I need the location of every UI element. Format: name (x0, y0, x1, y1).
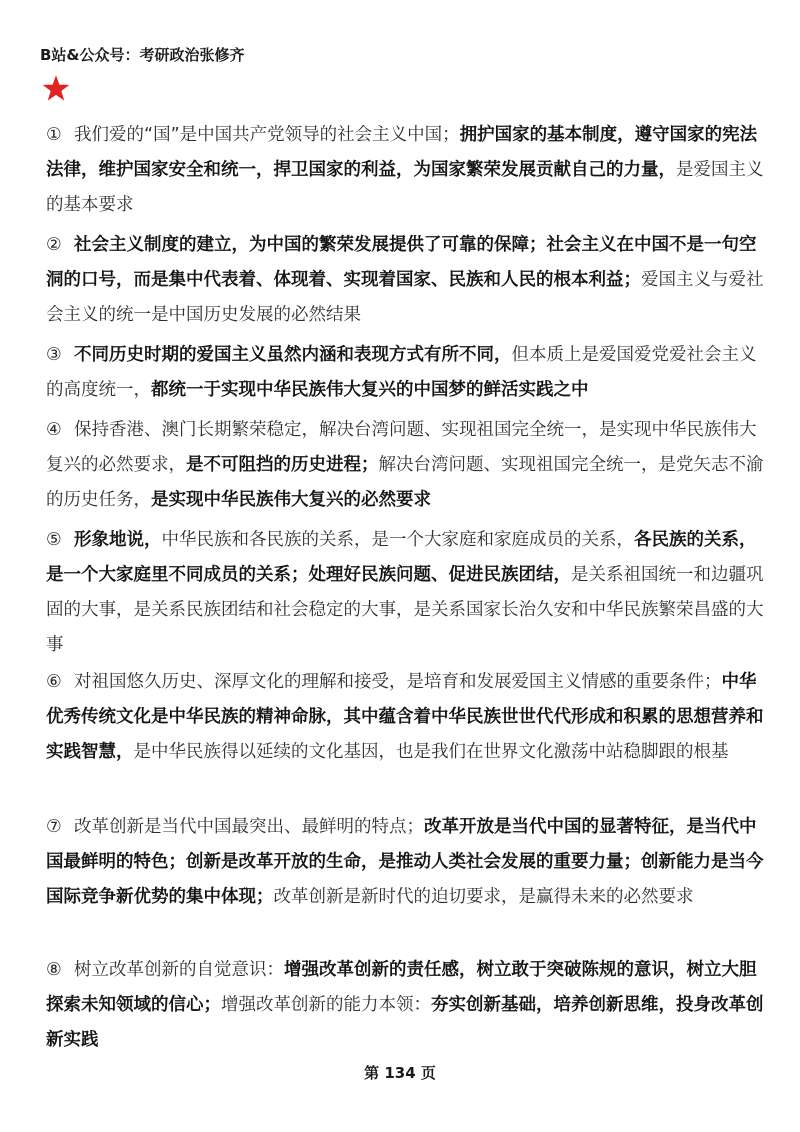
list-item (46, 523, 766, 663)
list-item (46, 228, 766, 333)
page-number: 第 134 页 (364, 1064, 436, 1082)
emphasis-text: 拥护国家的基本制度，遵守国家的宪法法律，维护国家安全和统一，捍卫国家的利益，为国家繁荣发展贡献自己的力量， (46, 125, 758, 180)
list-item (46, 118, 766, 223)
emphasis-text: 改革开放是当代中国的显著特征，是当代中国最鲜明的特色；创新是改革开放的生命，是推动人类社会发展的重要力量；创新能力是当今国际竞争新优势的集中体现； (46, 817, 764, 907)
body-text: 是爱国主义的基本要求 (46, 160, 764, 215)
body-text: 是中华民族得以延续的文化基因，也是我们在世界文化激荡中站稳脚跟的根基 (133, 742, 729, 762)
emphasis-text: 增强改革创新的责任感，树立敢于突破陈规的意识，树立大胆探索未知领域的信心； (46, 960, 757, 1015)
list-item (46, 413, 766, 518)
red-star-icon (42, 74, 70, 102)
body-text: 增强改革创新的能力本领： (221, 995, 431, 1015)
body-text: 对祖国悠久历史、深厚文化的理解和接受，是培育和发展爱国主义情感的重要条件； (74, 672, 722, 692)
body-text: 是关系祖国统一和边疆巩固的大事，是关系民族团结和社会稳定的大事，是关系国家长治久安和中华民族繁荣昌盛的大事 (46, 565, 764, 655)
item-number: ⑦ (46, 817, 62, 837)
body-text: 爱国主义与爱社会主义的统一是中国历史发展的必然结果 (46, 270, 764, 325)
list-item (46, 810, 766, 915)
item-number: ③ (46, 345, 62, 365)
body-text: 改革创新是新时代的迫切要求，是赢得未来的必然要求 (273, 887, 694, 907)
body-text: 树立改革创新的自觉意识： (74, 960, 284, 980)
emphasis-text: 是实现中华民族伟大复兴的必然要求 (151, 490, 431, 510)
item-number: ① (46, 125, 62, 145)
body-text: 改革创新是当代中国最突出、最鲜明的特点； (74, 817, 424, 837)
emphasis-text: 不同历史时期的爱国主义虽然内涵和表现方式有所不同， (74, 345, 512, 365)
emphasis-text: 是不可阻挡的历史进程； (186, 455, 379, 475)
body-text: 我们爱的“国”是中国共产党领导的社会主义中国； (74, 125, 460, 145)
emphasis-text: 社会主义制度的建立，为中国的繁荣发展提供了可靠的保障；社会主义在中国不是一句空洞的口号，而是集中代表着、体现着、实现着国家、民族和人民的根本利益； (46, 235, 757, 290)
emphasis-text: 各民族的关系，是一个大家庭里不同成员的关系；处理好民族问题、促进民族团结， (46, 530, 757, 585)
list-item (46, 953, 766, 1058)
item-number: ⑥ (46, 672, 62, 692)
body-text: 中华民族和各民族的关系，是一个大家庭和家庭成员的关系， (161, 530, 634, 550)
emphasis-text: 中华优秀传统文化是中华民族的精神命脉，其中蕴含着中华民族世世代代形成和积累的思想营养和实践智慧， (46, 672, 764, 762)
item-number: ⑤ (46, 530, 62, 550)
body-text: 保持香港、澳门长期繁荣稳定，解决台湾问题、实现祖国完全统一，是实现中华民族伟大复兴的必然要求， (46, 420, 757, 475)
emphasis-text: 夯实创新基础，培养创新思维，投身改革创新实践 (46, 995, 764, 1050)
source-header: B站&公众号：考研政治张修齐 (40, 46, 245, 64)
item-number: ⑧ (46, 960, 62, 980)
list-item (46, 338, 766, 408)
body-text: 解决台湾问题、实现祖国完全统一，是党矢志不渝的历史任务， (46, 455, 764, 510)
body-text: 但本质上是爱国爱党爱社会主义的高度统一， (46, 345, 757, 400)
list-item (46, 665, 766, 770)
emphasis-text: 形象地说， (74, 530, 162, 550)
item-number: ② (46, 235, 62, 255)
emphasis-text: 都统一于实现中华民族伟大复兴的中国梦的鲜活实践之中 (151, 380, 589, 400)
item-number: ④ (46, 420, 62, 440)
